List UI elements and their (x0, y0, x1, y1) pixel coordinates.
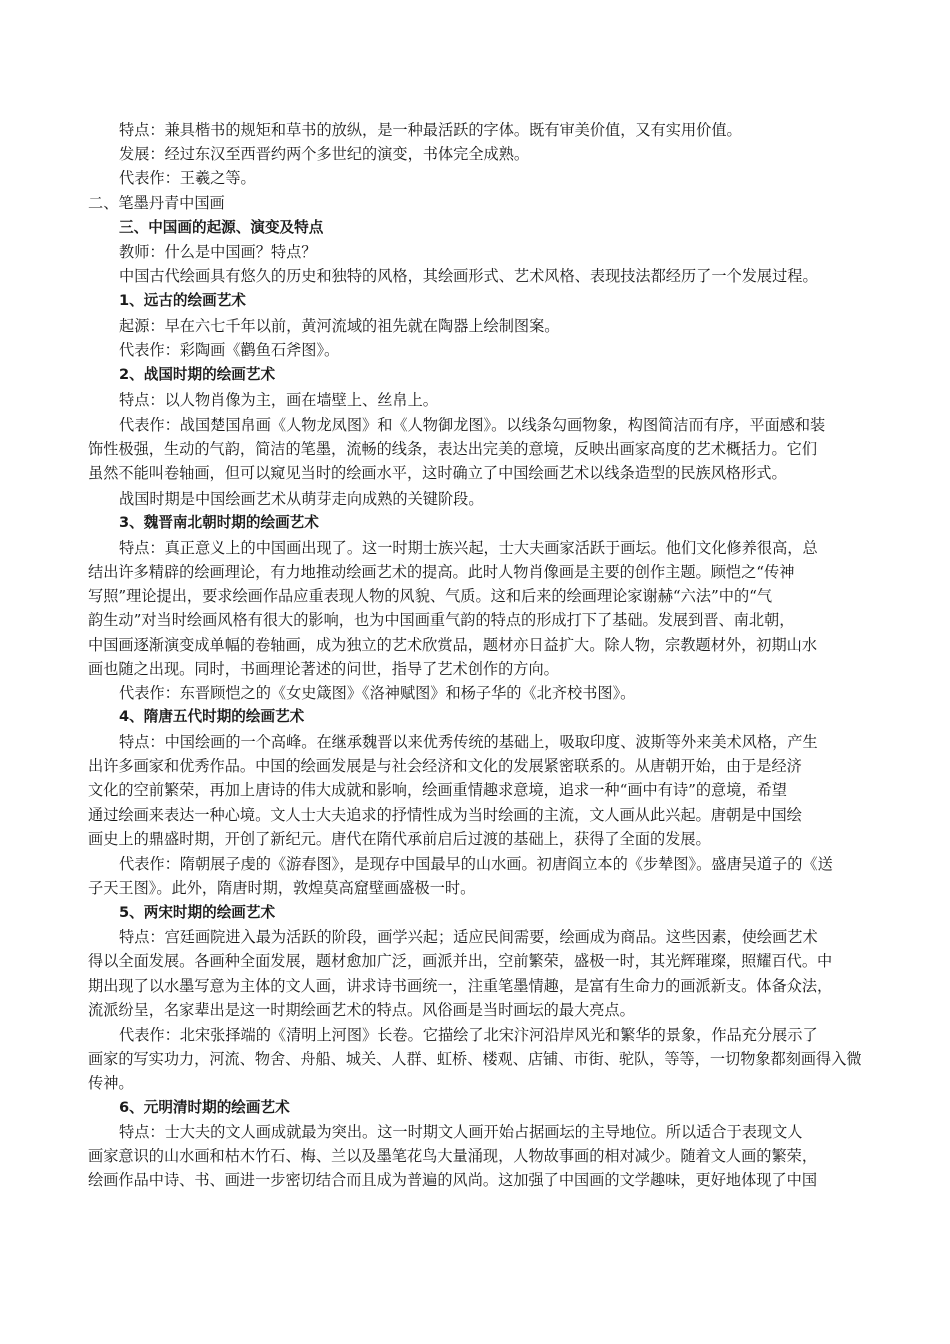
paragraph-line: 教师：什么是中国画？特点？ (119, 243, 317, 261)
paragraph-line: 韵生动”对当时绘画风格有很大的影响，也为中国画重气韵的特点的形成打下了基础。发展到晋、南北朝， (88, 611, 795, 629)
paragraph-line: 结出许多精辟的绘画理论，有力地推动绘画艺术的提高。此时人物肖像画是主要的创作主题。顾恺之“传神 (88, 563, 795, 581)
paragraph-line: 特点：中国绘画的一个高峰。在继承魏晋以来优秀传统的基础上，吸取印度、波斯等外来美术风格，产生 (119, 733, 818, 751)
section-heading: 4、隋唐五代时期的绘画艺术 (119, 708, 305, 725)
paragraph-line: 画家的写实功力，河流、物舍、舟船、城关、人群、虹桥、楼观、店铺、市街、驼队，等等，一切物象都刻画得入微 (88, 1050, 862, 1068)
paragraph-line: 子天王图》。此外，隋唐时期，敦煌莫高窟壁画盛极一时。 (88, 879, 476, 897)
paragraph-line: 画家意识的山水画和枯木竹石、梅、兰以及墨笔花鸟大量涌现，人物故事画的相对减少。随着文人画的繁荣， (88, 1147, 817, 1165)
paragraph-line: 中国画逐渐演变成单幅的卷轴画，成为独立的艺术欣赏品，题材亦日益扩大。除人物，宗教题材外，初期山水 (88, 636, 817, 654)
paragraph-line: 得以全面发展。各画种全面发展，题材愈加广泛，画派并出，空前繁荣，盛极一时，其光辉璀璨，照耀百代。中 (88, 952, 833, 970)
paragraph-line: 战国时期是中国绘画艺术从萌芽走向成熟的关键阶段。 (119, 490, 484, 508)
paragraph-line: 特点：兼具楷书的规矩和草书的放纵，是一种最活跃的字体。既有审美价值，又有实用价值。 (119, 121, 742, 139)
paragraph-line: 代表作：北宋张择端的《清明上河图》长卷。它描绘了北宋汴河沿岸风光和繁华的景象，作品充分展示了 (119, 1026, 818, 1044)
section-heading: 三、中国画的起源、演变及特点 (119, 219, 324, 236)
paragraph-line: 特点：以人物肖像为主，画在墙壁上、丝帛上。 (119, 391, 438, 409)
section-heading: 1、远古的绘画艺术 (119, 292, 246, 309)
paragraph-line: 代表作：东晋顾恺之的《女史箴图》《洛神赋图》和杨子华的《北齐校书图》。 (119, 684, 636, 702)
section-heading: 6、元明清时期的绘画艺术 (119, 1099, 290, 1116)
paragraph-line: 特点：士大夫的文人画成就最为突出。这一时期文人画开始占据画坛的主导地位。所以适合于表现文人 (119, 1123, 803, 1141)
paragraph-line: 流派纷呈，名家辈出是这一时期绘画艺术的特点。风俗画是当时画坛的最大亮点。 (88, 1001, 635, 1019)
paragraph-line: 出许多画家和优秀作品。中国的绘画发展是与社会经济和文化的发展紧密联系的。从唐朝开始，由于是经济 (88, 757, 802, 775)
paragraph-line: 期出现了以水墨写意为主体的文人画，讲求诗书画统一，注重笔墨情趣，是富有生命力的画派新支。体备众法， (88, 977, 833, 995)
section-heading: 5、两宋时期的绘画艺术 (119, 904, 276, 921)
paragraph-line: 饰性极强，生动的气韵，简洁的笔墨，流畅的线条，表达出完美的意境，反映出画家高度的艺术概括力。它们 (88, 440, 817, 458)
paragraph-line: 写照”理论提出，要求绘画作品应重表现人物的风貌、气质。这和后来的绘画理论家谢赫“六法”中的“气 (88, 587, 773, 605)
paragraph-line: 特点：宫廷画院进入最为活跃的阶段，画学兴起；适应民间需要，绘画成为商品。这些因素，使绘画艺术 (119, 928, 818, 946)
section-heading: 2、战国时期的绘画艺术 (119, 366, 276, 383)
section-heading: 3、魏晋南北朝时期的绘画艺术 (119, 514, 319, 531)
paragraph-line: 画史上的鼎盛时期，开创了新纪元。唐代在隋代承前启后过渡的基础上，获得了全面的发展。 (88, 830, 711, 848)
paragraph-line: 绘画作品中诗、书、画进一步密切结合而且成为普遍的风尚。这加强了中国画的文学趣味，更好地体现了中国 (88, 1171, 817, 1189)
paragraph-line: 画也随之出现。同时，书画理论著述的问世，指导了艺术创作的方向。 (88, 660, 559, 678)
paragraph-line: 特点：真正意义上的中国画出现了。这一时期士族兴起，士大夫画家活跃于画坛。他们文化修养很高，总 (119, 539, 818, 557)
paragraph-line: 传神。 (88, 1074, 134, 1092)
paragraph-line: 通过绘画来表达一种心境。文人士大夫追求的抒情性成为当时绘画的主流，文人画从此兴起。唐朝是中国绘 (88, 806, 802, 824)
paragraph-line: 代表作：彩陶画《鹳鱼石斧图》。 (119, 341, 340, 359)
paragraph-line: 发展：经过东汉至西晋约两个多世纪的演变，书体完全成熟。 (119, 145, 530, 163)
paragraph-line: 代表作：战国楚国帛画《人物龙凤图》和《人物御龙图》。以线条勾画物象，构图简洁而有序，平面感和装 (119, 416, 826, 434)
paragraph-line: 中国古代绘画具有悠久的历史和独特的风格，其绘画形式、艺术风格、表现技法都经历了一个发展过程。 (119, 267, 818, 285)
paragraph-line: 文化的空前繁荣，再加上唐诗的伟大成就和影响，绘画重情趣求意境，追求一种“画中有诗”的意境，希望 (88, 781, 787, 799)
paragraph-line: 代表作：王羲之等。 (119, 169, 256, 187)
paragraph-line: 二、笔墨丹青中国画 (88, 194, 225, 212)
paragraph-line: 代表作：隋朝展子虔的《游春图》，是现存中国最早的山水画。初唐阎立本的《步辇图》。盛唐吴道子的《送 (119, 855, 833, 873)
paragraph-line: 虽然不能叫卷轴画，但可以窥见当时的绘画水平，这时确立了中国绘画艺术以线条造型的民族风格形式。 (88, 464, 787, 482)
paragraph-line: 起源：早在六七千年以前，黄河流域的祖先就在陶器上绘制图案。 (119, 317, 560, 335)
